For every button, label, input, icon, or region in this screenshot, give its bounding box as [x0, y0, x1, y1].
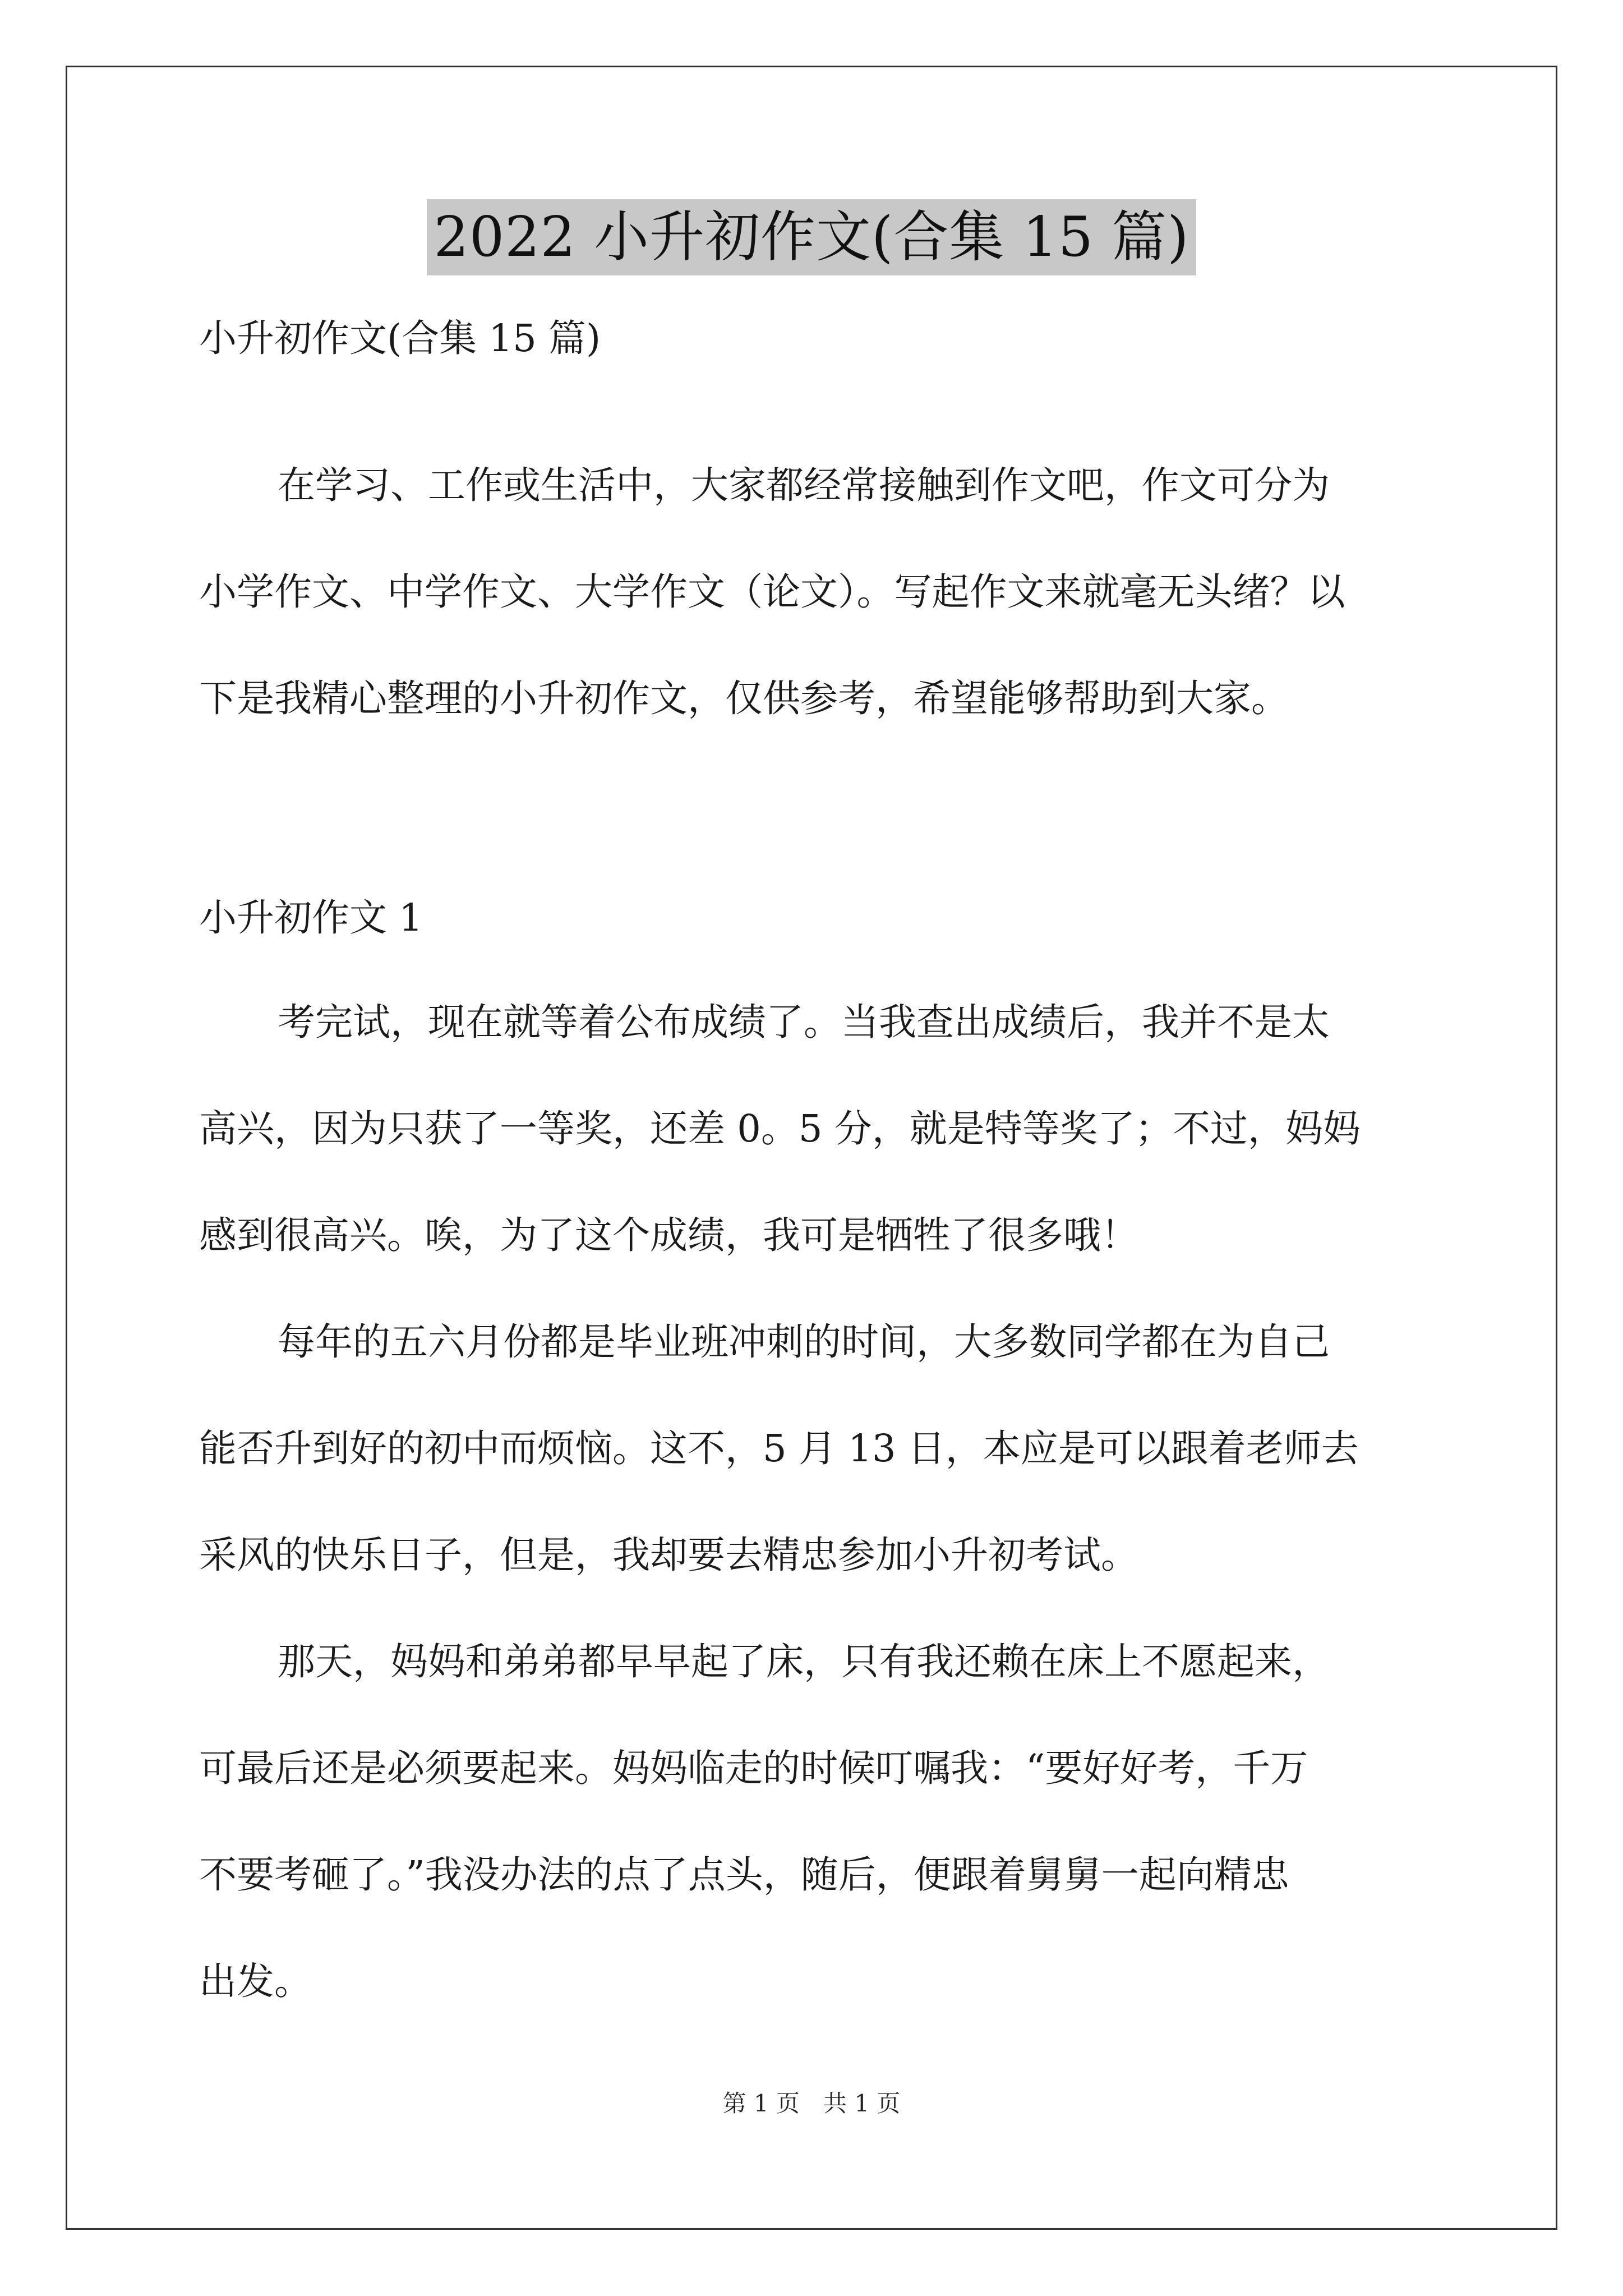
paragraph-line: 不要考砸了。”我没办法的点了点头，随后，便跟着舅舅一起向精忠	[199, 1853, 1289, 1897]
paragraph-line: 采风的快乐日子，但是，我却要去精忠参加小升初考试。	[199, 1533, 1138, 1577]
document-subtitle: 小升初作文(合集 15 篇)	[199, 316, 601, 360]
intro-line: 在学习、工作或生活中，大家都经常接触到作文吧，作文可分为	[278, 463, 1330, 507]
document-title: 2022 小升初作文(合集 15 篇)	[427, 199, 1196, 275]
intro-line: 下是我精心整理的小升初作文，仅供参考，希望能够帮助到大家。	[199, 677, 1289, 720]
paragraph-line: 考完试，现在就等着公布成绩了。当我查出成绩后，我并不是太	[278, 1000, 1330, 1044]
paragraph-line: 每年的五六月份都是毕业班冲刺的时间，大多数同学都在为自己	[278, 1320, 1330, 1364]
paragraph-line: 可最后还是必须要起来。妈妈临走的时候叮嘱我：“要好好考，千万	[199, 1746, 1308, 1790]
title-container	[0, 199, 1623, 275]
paragraph-line: 高兴，因为只获了一等奖，还差 0。5 分，就是特等奖了；不过，妈妈	[199, 1107, 1361, 1151]
section-heading: 小升初作文 1	[199, 896, 423, 940]
intro-line: 小学作文、中学作文、大学作文（论文）。写起作文来就毫无头绪？以	[199, 570, 1345, 614]
page-footer: 第 1 页 共 1 页	[722, 2090, 901, 2117]
paragraph-line: 出发。	[199, 1959, 312, 2003]
paragraph-line: 感到很高兴。唉，为了这个成绩，我可是牺牲了很多哦！	[199, 1213, 1138, 1257]
paragraph-1	[199, 969, 1427, 1289]
paragraph-3	[199, 1608, 1427, 2035]
paragraph-line: 那天，妈妈和弟弟都早早起了床，只有我还赖在床上不愿起来，	[278, 1640, 1330, 1683]
paragraph-2	[199, 1289, 1427, 1608]
intro-paragraph	[199, 432, 1427, 752]
paragraph-line: 能否升到好的初中而烦恼。这不，5 月 13 日，本应是可以跟着老师去	[199, 1427, 1359, 1470]
